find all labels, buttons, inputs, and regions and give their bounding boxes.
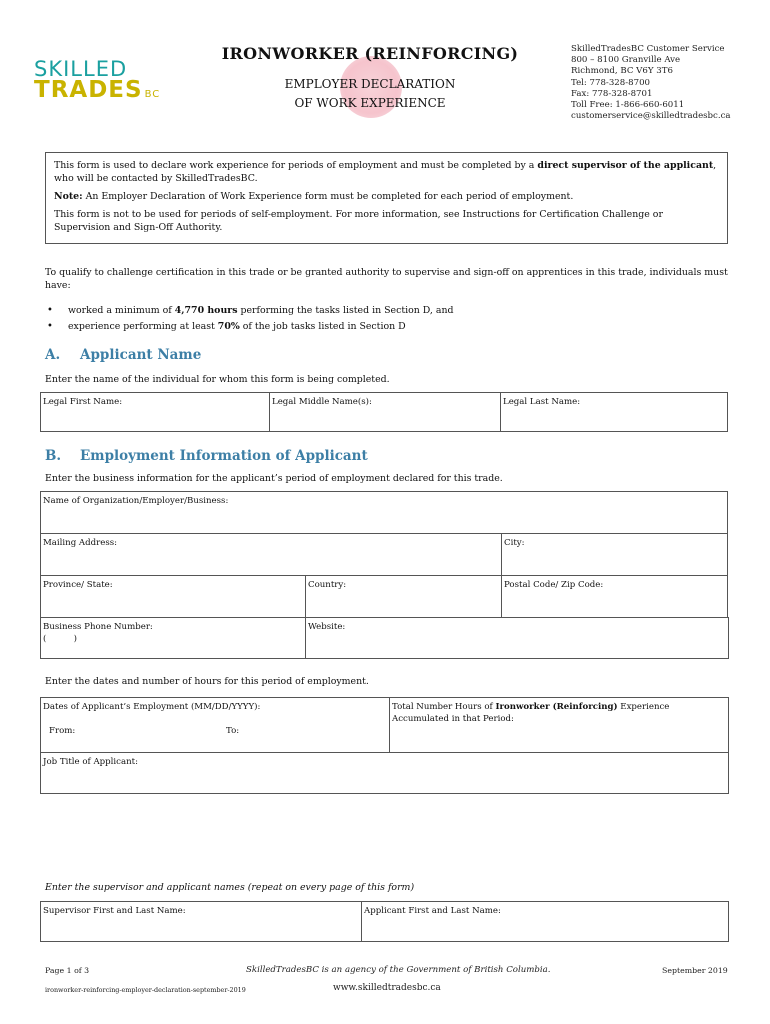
- phone-row: [41, 618, 729, 659]
- mailing-row: [41, 534, 728, 576]
- business-phone-field[interactable]: [40, 617, 306, 659]
- province-row: [41, 576, 728, 618]
- logo-suffix: BC: [144, 89, 161, 100]
- business-phone-label: Business Phone Number:: [43, 622, 153, 632]
- legal-middle-name-label: Legal Middle Name(s):: [272, 397, 372, 407]
- postal-code-label: Postal Code/ Zip Code:: [504, 580, 604, 590]
- employment-dates-field: [40, 697, 390, 753]
- skilledtradesbc-logo: [34, 58, 184, 102]
- section-a-desc: Enter the name of the individual for whom this form is being completed.: [45, 374, 390, 385]
- supervisor-name-field[interactable]: [40, 901, 362, 942]
- bullet-percent: [45, 319, 735, 335]
- province-field[interactable]: [40, 575, 306, 618]
- dates-desc: Enter the dates and number of hours for this period of employment.: [45, 676, 369, 687]
- total-hours-field[interactable]: [389, 697, 729, 753]
- applicant-name-label: Applicant First and Last Name:: [364, 906, 501, 916]
- form-subtitle-1: EMPLOYER DECLARATION: [284, 77, 456, 91]
- website-label: Website:: [308, 622, 346, 632]
- section-a-title: Applicant Name: [80, 347, 202, 363]
- form-subtitle-2: OF WORK EXPERIENCE: [294, 96, 446, 110]
- legal-last-name-field[interactable]: [500, 392, 728, 432]
- section-b-desc: Enter the business information for the applicant’s period of employment declared for this trade.: [45, 473, 503, 484]
- to-date-field[interactable]: [226, 725, 239, 737]
- logo-line2: [34, 78, 160, 107]
- hours-label-pre: Total Number Hours of: [392, 702, 496, 712]
- section-b-title: Employment Information of Applicant: [80, 448, 368, 464]
- revision-date: September 2019: [662, 966, 728, 975]
- legal-first-name-label: Legal First Name:: [43, 397, 123, 407]
- contact-line: SkilledTradesBC Customer Service: [571, 44, 725, 54]
- contact-line: Tel: 778-328-8700: [571, 77, 651, 88]
- intro-paragraph-3: This form is not to be used for periods of self-employment. For more information, see Instructions for Certification Challenge or Supervision and Sign-Off Authority.: [54, 209, 663, 233]
- applicant-name-field[interactable]: [361, 901, 729, 942]
- contact-line: 800 – 8100 Granville Ave: [571, 55, 681, 66]
- section-b-heading: [45, 448, 368, 464]
- hours-label-trade: Ironworker (Reinforcing): [495, 702, 618, 712]
- form-title: IRONWORKER (REINFORCING): [221, 44, 519, 63]
- mailing-address-label: Mailing Address:: [43, 538, 118, 548]
- logo-line2-text: TRADES: [34, 77, 143, 103]
- logo-line1: SKILLED: [34, 57, 128, 81]
- names-row: [41, 902, 729, 942]
- legal-first-name-field[interactable]: [40, 392, 270, 432]
- intro-p1-post: , who will be contacted by SkilledTradesBC.: [54, 160, 717, 184]
- contact-line: Toll Free: 1-866-660-6011: [571, 100, 685, 111]
- b1-post: performing the tasks listed in Section D, and: [237, 305, 454, 316]
- job-title-label: Job Title of Applicant:: [43, 757, 138, 767]
- from-date-field[interactable]: [49, 725, 75, 737]
- province-label: Province/ State:: [43, 580, 113, 590]
- intro-box: [45, 152, 728, 244]
- postal-code-field[interactable]: [501, 575, 728, 618]
- repeat-names-note: Enter the supervisor and applicant names (repeat on every page of this form): [45, 882, 415, 893]
- qualify-text: To qualify to challenge certification in this trade or be granted authority to supervise and sign-off on apprentices in this trade, individuals must have:: [45, 267, 728, 291]
- org-row: [41, 492, 728, 534]
- file-name: ironworker-reinforcing-employer-declaration-september-2019: [45, 986, 246, 994]
- supervisor-name-label: Supervisor First and Last Name:: [43, 906, 186, 916]
- agency-statement: SkilledTradesBC is an agency of the Government of British Columbia.: [246, 965, 551, 975]
- intro-note: [54, 190, 719, 203]
- page-number: Page 1 of 3: [45, 966, 90, 975]
- b1-bold: 4,770 hours: [174, 305, 238, 316]
- contact-email[interactable]: customerservice@skilledtradesbc.ca: [571, 111, 731, 122]
- city-label: City:: [504, 538, 525, 548]
- mailing-address-field[interactable]: [40, 533, 502, 576]
- area-code-parens: ( ): [43, 634, 78, 644]
- intro-paragraph-1: [54, 159, 719, 185]
- legal-middle-name-field[interactable]: [269, 392, 501, 432]
- applicant-name-row: [41, 393, 728, 432]
- legal-last-name-label: Legal Last Name:: [503, 397, 581, 407]
- intro-p1-bold: direct supervisor of the applicant: [537, 160, 714, 171]
- bullet-hours: [45, 303, 735, 319]
- contact-line: Richmond, BC V6Y 3T6: [571, 66, 673, 77]
- note-label: Note:: [54, 191, 83, 202]
- contact-line: Fax: 778-328-8701: [571, 88, 653, 99]
- qualify-bullets: [45, 303, 735, 335]
- section-a-num: A.: [45, 347, 61, 363]
- to-label: To:: [226, 726, 240, 736]
- website-field[interactable]: [305, 617, 729, 659]
- section-a-heading: [45, 347, 201, 363]
- note-text: An Employer Declaration of Work Experience form must be completed for each period of employment.: [85, 191, 574, 202]
- job-title-row: [41, 753, 729, 794]
- section-b-num: B.: [45, 448, 62, 464]
- b1-pre: worked a minimum of: [68, 305, 175, 316]
- b2-pre: experience performing at least: [68, 321, 218, 332]
- employment-dates-label: Dates of Applicant’s Employment (MM/DD/YYYY):: [43, 702, 261, 712]
- website-link[interactable]: www.skilledtradesbc.ca: [333, 983, 441, 993]
- intro-p1-text: This form is used to declare work experience for periods of employment and must be completed by a: [54, 160, 538, 171]
- organization-field[interactable]: [40, 491, 728, 534]
- job-title-field[interactable]: [40, 752, 729, 794]
- city-field[interactable]: [501, 533, 728, 576]
- from-label: From:: [49, 726, 76, 736]
- country-label: Country:: [308, 580, 347, 590]
- organization-label: Name of Organization/Employer/Business:: [43, 496, 229, 506]
- country-field[interactable]: [305, 575, 502, 618]
- hours-label-post: Experience Accumulated in that Period:: [392, 702, 670, 724]
- b2-bold: 70%: [217, 321, 240, 332]
- b2-post: of the job tasks listed in Section D: [239, 321, 406, 332]
- dates-row: [41, 698, 729, 753]
- contact-block: [571, 44, 731, 122]
